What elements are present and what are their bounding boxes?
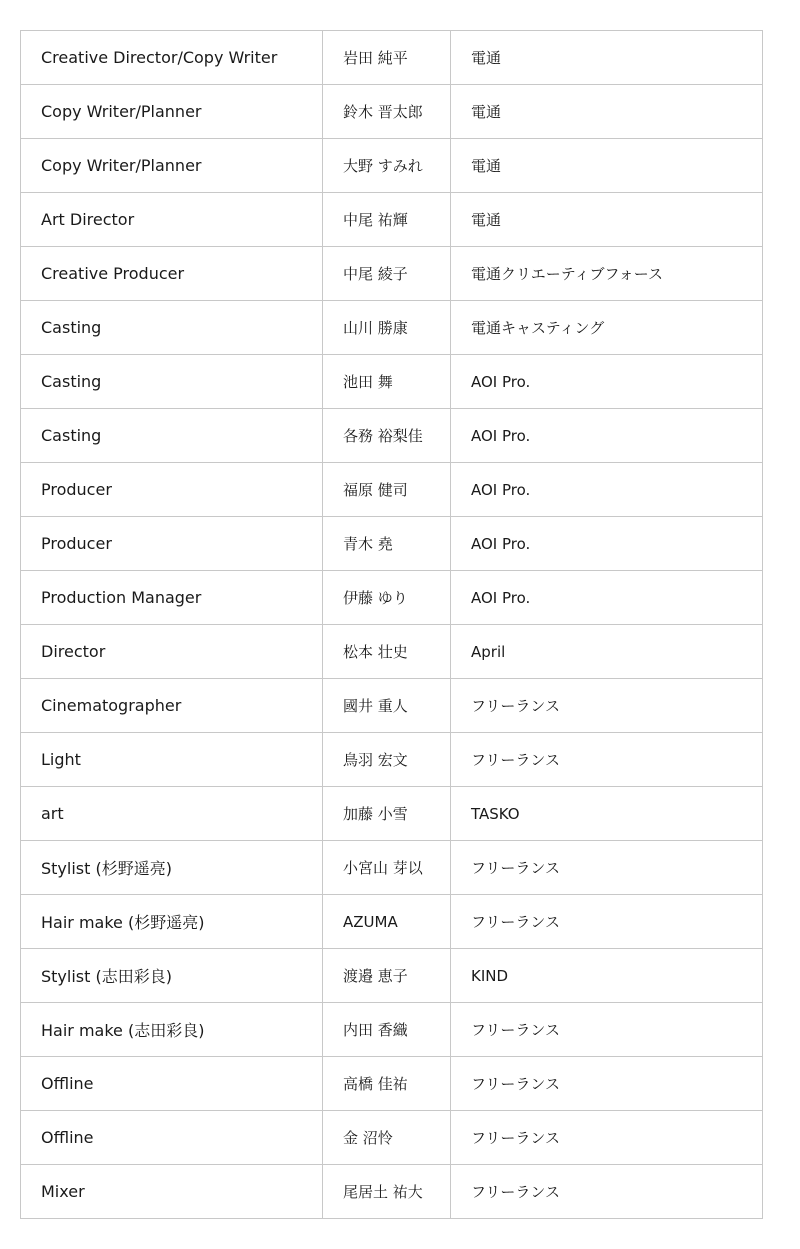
name-cell: 岩田 純平	[323, 31, 451, 85]
company-cell: フリーランス	[451, 841, 763, 895]
name-cell: 山川 勝康	[323, 301, 451, 355]
company-cell: フリーランス	[451, 895, 763, 949]
company-cell: AOI Pro.	[451, 463, 763, 517]
table-row	[21, 355, 763, 409]
name-cell: 渡邉 恵子	[323, 949, 451, 1003]
table-row	[21, 463, 763, 517]
table-row	[21, 1003, 763, 1057]
role-cell: Producer	[21, 463, 323, 517]
name-cell: 金 沼怜	[323, 1111, 451, 1165]
name-cell: 小宮山 芽以	[323, 841, 451, 895]
credits-table	[20, 30, 763, 1219]
table-row	[21, 85, 763, 139]
role-cell: Mixer	[21, 1165, 323, 1219]
company-cell: AOI Pro.	[451, 355, 763, 409]
name-cell: 中尾 綾子	[323, 247, 451, 301]
table-row	[21, 625, 763, 679]
table-row	[21, 679, 763, 733]
company-cell: 電通クリエーティブフォース	[451, 247, 763, 301]
table-row	[21, 1111, 763, 1165]
table-row	[21, 301, 763, 355]
role-cell: Offline	[21, 1057, 323, 1111]
company-cell: 電通	[451, 85, 763, 139]
name-cell: 福原 健司	[323, 463, 451, 517]
company-cell: フリーランス	[451, 679, 763, 733]
role-cell: Creative Director/Copy Writer	[21, 31, 323, 85]
role-cell: Production Manager	[21, 571, 323, 625]
company-cell: 電通キャスティング	[451, 301, 763, 355]
role-cell: Director	[21, 625, 323, 679]
role-cell: Copy Writer/Planner	[21, 85, 323, 139]
role-cell: Producer	[21, 517, 323, 571]
role-cell: Hair make (志田彩良)	[21, 1003, 323, 1057]
role-cell: Casting	[21, 355, 323, 409]
company-cell: フリーランス	[451, 1165, 763, 1219]
role-cell: art	[21, 787, 323, 841]
name-cell: 池田 舞	[323, 355, 451, 409]
role-cell: Stylist (志田彩良)	[21, 949, 323, 1003]
name-cell: 高橋 佳祐	[323, 1057, 451, 1111]
role-cell: Offline	[21, 1111, 323, 1165]
role-cell: Casting	[21, 409, 323, 463]
company-cell: KIND	[451, 949, 763, 1003]
name-cell: 松本 壮史	[323, 625, 451, 679]
company-cell: フリーランス	[451, 1111, 763, 1165]
name-cell: 各務 裕梨佳	[323, 409, 451, 463]
company-cell: AOI Pro.	[451, 571, 763, 625]
table-row	[21, 571, 763, 625]
table-row	[21, 1165, 763, 1219]
table-row	[21, 139, 763, 193]
role-cell: Cinematographer	[21, 679, 323, 733]
credits-table-body	[21, 31, 763, 1219]
role-cell: Casting	[21, 301, 323, 355]
company-cell: TASKO	[451, 787, 763, 841]
company-cell: フリーランス	[451, 733, 763, 787]
table-row	[21, 787, 763, 841]
table-row	[21, 193, 763, 247]
company-cell: フリーランス	[451, 1003, 763, 1057]
name-cell: 鈴木 晋太郎	[323, 85, 451, 139]
table-row	[21, 1057, 763, 1111]
company-cell: 電通	[451, 31, 763, 85]
company-cell: April	[451, 625, 763, 679]
name-cell: 國井 重人	[323, 679, 451, 733]
table-row	[21, 841, 763, 895]
table-row	[21, 895, 763, 949]
role-cell: Creative Producer	[21, 247, 323, 301]
company-cell: 電通	[451, 193, 763, 247]
company-cell: 電通	[451, 139, 763, 193]
name-cell: 鳥羽 宏文	[323, 733, 451, 787]
role-cell: Stylist (杉野遥亮)	[21, 841, 323, 895]
company-cell: AOI Pro.	[451, 517, 763, 571]
company-cell: フリーランス	[451, 1057, 763, 1111]
table-row	[21, 31, 763, 85]
name-cell: 尾居土 祐大	[323, 1165, 451, 1219]
table-row	[21, 517, 763, 571]
table-row	[21, 733, 763, 787]
table-row	[21, 949, 763, 1003]
name-cell: 伊藤 ゆり	[323, 571, 451, 625]
role-cell: Hair make (杉野遥亮)	[21, 895, 323, 949]
table-row	[21, 409, 763, 463]
name-cell: 大野 すみれ	[323, 139, 451, 193]
name-cell: 青木 堯	[323, 517, 451, 571]
table-row	[21, 247, 763, 301]
name-cell: 中尾 祐輝	[323, 193, 451, 247]
name-cell: AZUMA	[323, 895, 451, 949]
name-cell: 加藤 小雪	[323, 787, 451, 841]
name-cell: 内田 香織	[323, 1003, 451, 1057]
role-cell: Copy Writer/Planner	[21, 139, 323, 193]
company-cell: AOI Pro.	[451, 409, 763, 463]
role-cell: Light	[21, 733, 323, 787]
role-cell: Art Director	[21, 193, 323, 247]
